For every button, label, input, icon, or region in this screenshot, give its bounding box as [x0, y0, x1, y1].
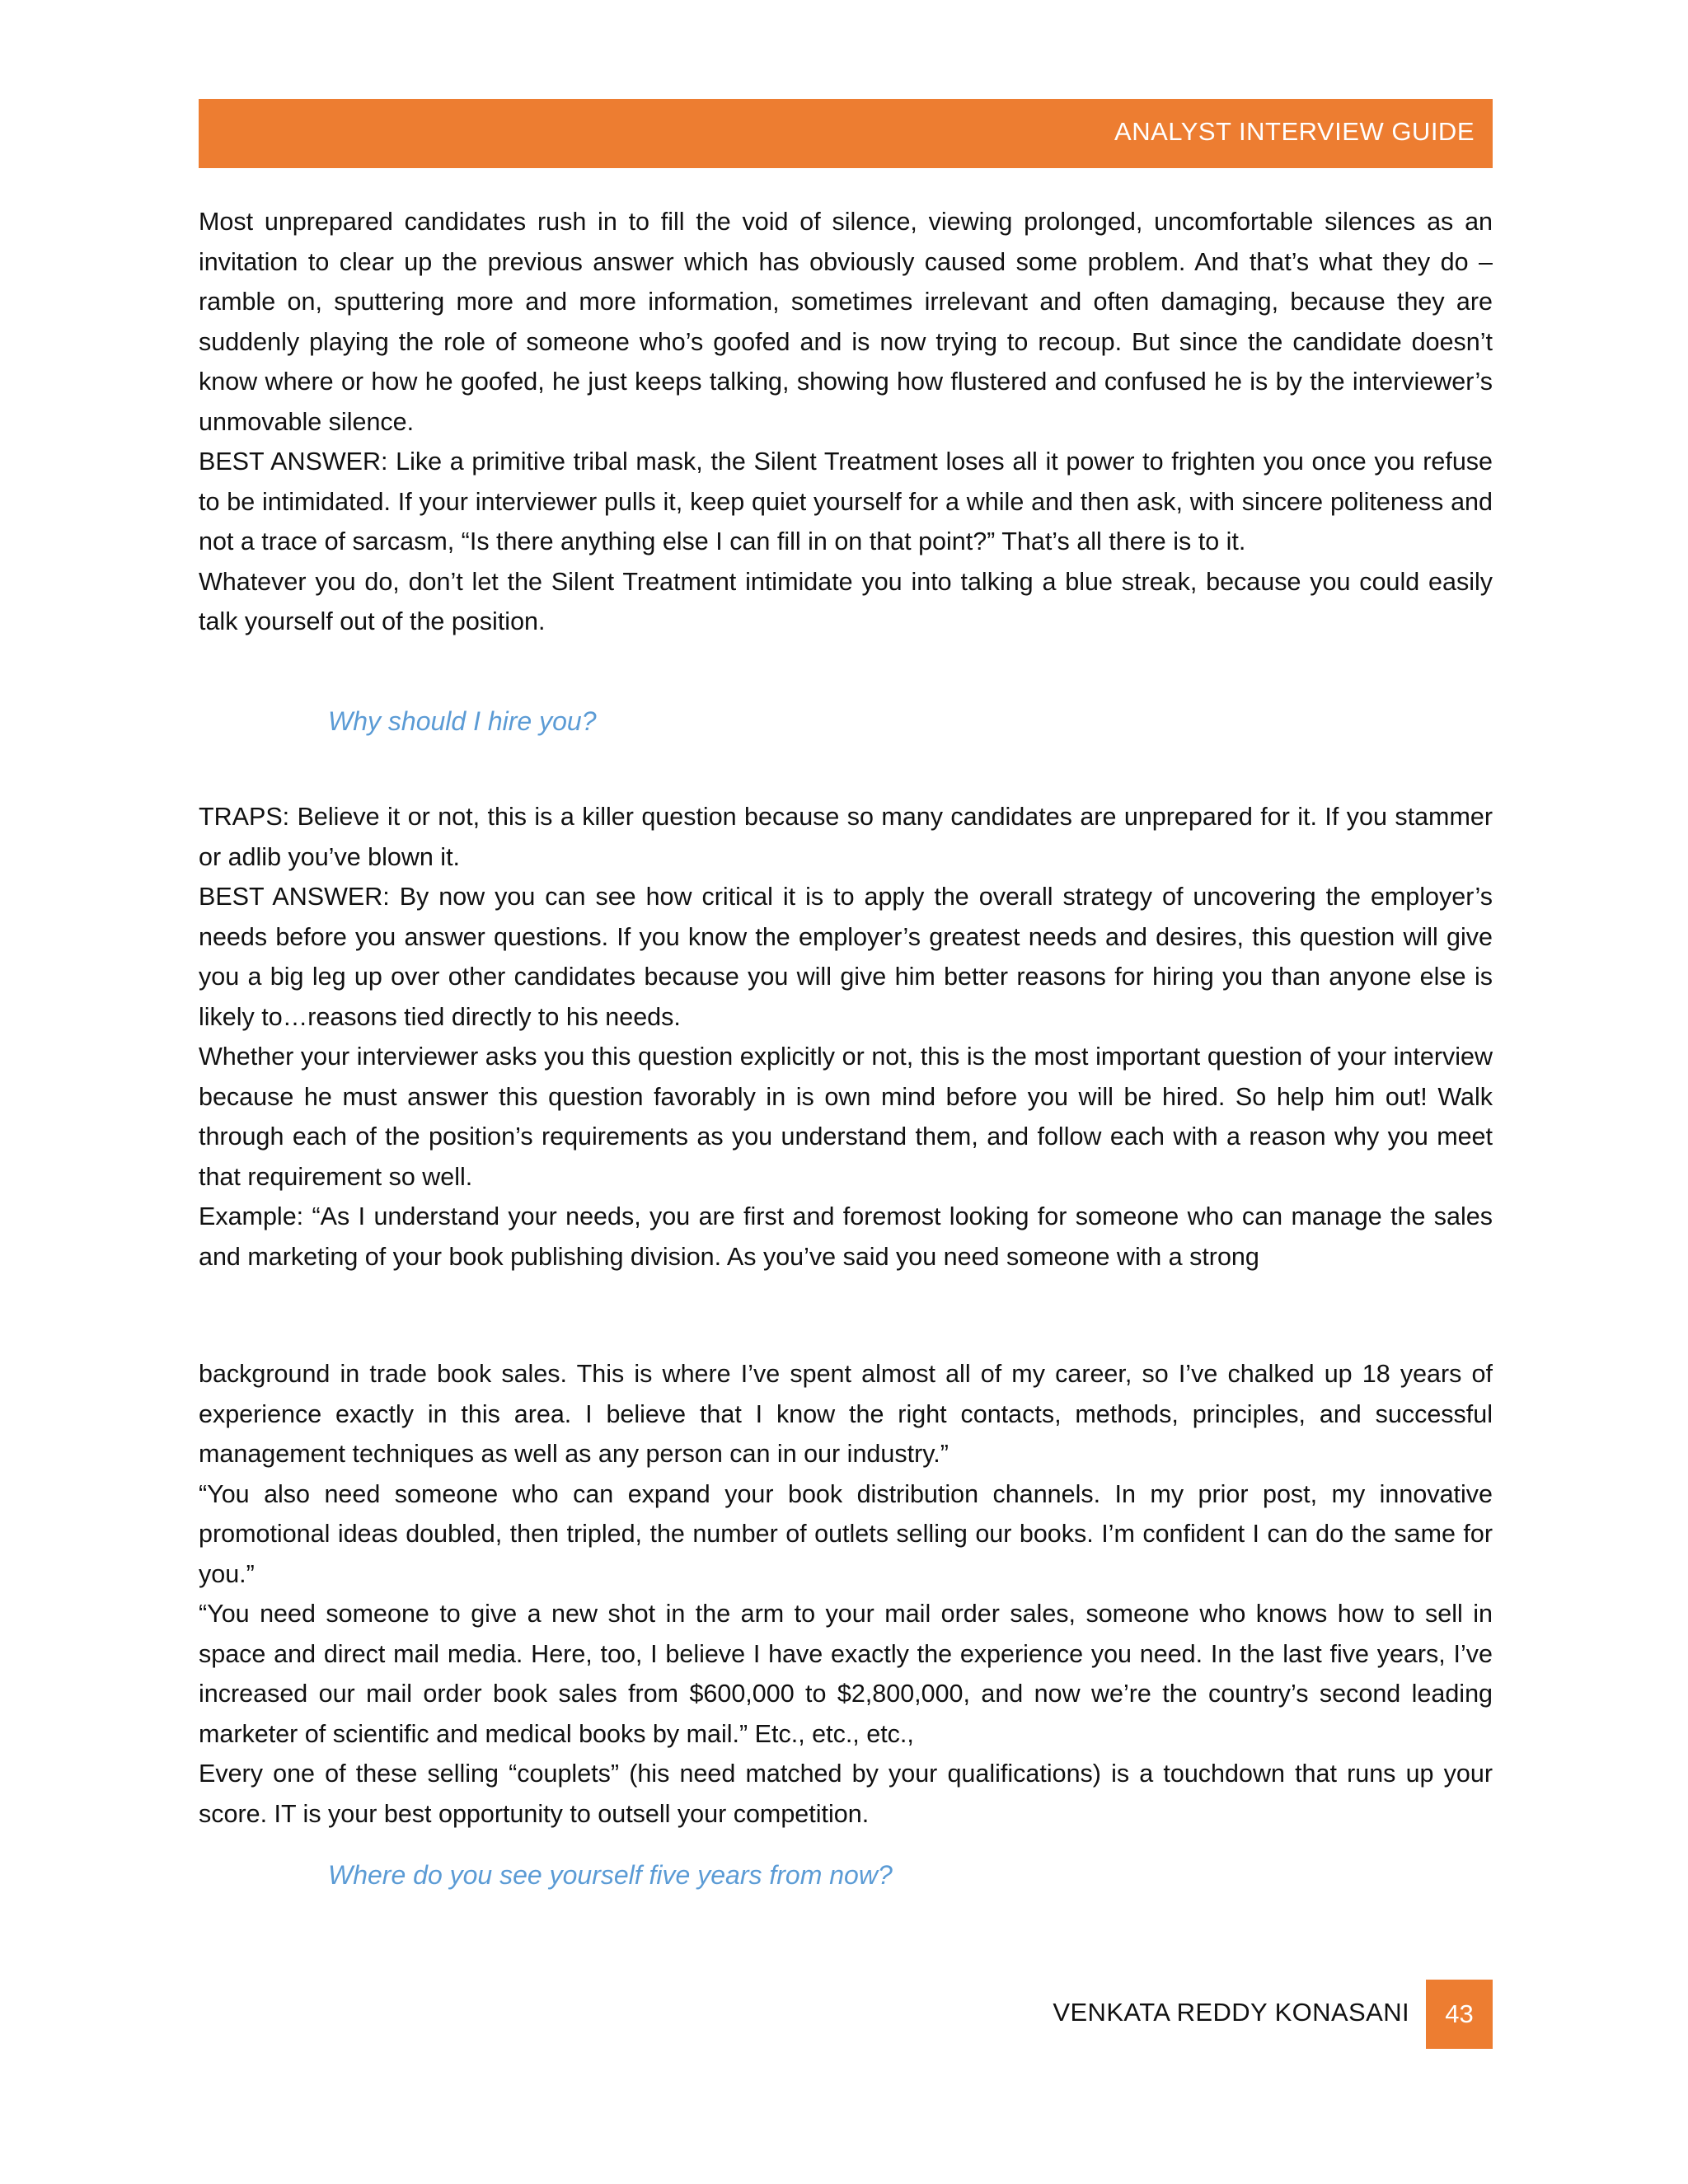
paragraph: BEST ANSWER: Like a primitive tribal mask, the Silent Treatment loses all it power to frighten you once you refuse to be intimidated. If your interviewer pulls it, keep quiet yourself for a while and then ask, with sincere politeness and not a trace of sarcasm, “Is there anything else I can fill in on that point?” That’s all there is to it. [199, 448, 1493, 555]
footer-author: VENKATA REDDY KONASANI [1053, 1998, 1409, 2027]
paragraph: Whether your interviewer asks you this question explicitly or not, this is the most important question of your interview because he must answer this question favorably in is own mind before you will be hired. So help him out! Walk through each of the position’s requirements as you understand them, and follow each with a reason why you meet that requirement so well. [199, 1043, 1493, 1191]
paragraph: TRAPS: Believe it or not, this is a killer question because so many candidates are unprepared for it. If you stammer or adlib you’ve blown it. [199, 803, 1493, 871]
text-block-silent-treatment [199, 202, 1493, 642]
question-heading-why-hire: Why should I hire you? [328, 706, 597, 736]
page-header [199, 99, 1493, 168]
page-number-badge [1426, 1980, 1493, 2049]
header-title: ANALYST INTERVIEW GUIDE [1114, 117, 1475, 146]
question-heading-five-years: Where do you see yourself five years from now? [328, 1860, 893, 1890]
text-block-why-hire [199, 797, 1493, 1277]
paragraph: background in trade book sales. This is where I’ve spent almost all of my career, so I’ve chalked up 18 years of experience exactly in this area. I believe that I know the right contacts, methods, principles, and successful management techniques as well as any person can in our industry.” [199, 1360, 1493, 1468]
paragraph: Most unprepared candidates rush in to fill the void of silence, viewing prolonged, uncomfortable silences as an invitation to clear up the previous answer which has obviously caused some problem. And that’s what they do – ramble on, sputtering more and more information, sometimes irrelevant and often damaging, because they are suddenly playing the role of someone who’s goofed and is now trying to recoup. But since the candidate doesn’t know where or how he goofed, he just keeps talking, showing how flustered and confused he is by the interviewer’s unmovable silence. [199, 208, 1493, 436]
paragraph: “You also need someone who can expand your book distribution channels. In my prior post, my innovative promotional ideas doubled, then tripled, the number of outlets selling our books. I’m confident I can do the same for you.” [199, 1479, 1493, 1588]
page-number: 43 [1445, 1999, 1474, 2028]
paragraph: BEST ANSWER: By now you can see how critical it is to apply the overall strategy of uncovering the employer’s needs before you answer questions. If you know the employer’s greatest needs and desires, this question will give you a big leg up over other candidates because you will give him better reasons for hiring you than anyone else is likely to…reasons tied directly to his needs. [199, 883, 1493, 1031]
paragraph: Example: “As I understand your needs, you are first and foremost looking for someone who can manage the sales and marketing of your book publishing division. As you’ve said you need someone with a strong [199, 1202, 1493, 1271]
paragraph: Every one of these selling “couplets” (his need matched by your qualifications) is a touchdown that runs up your score. IT is your best opportunity to outsell your competition. [199, 1760, 1493, 1828]
paragraph: “You need someone to give a new shot in the arm to your mail order sales, someone who knows how to sell in space and direct mail media. Here, too, I believe I have exactly the experience you need. In the last five years, I’ve increased our mail order book sales from $600,000 to $2,800,000, and now we’re the country’s second leading marketer of scientific and medical books by mail.” Etc., etc., etc., [199, 1600, 1493, 1748]
text-block-example-continued [199, 1354, 1493, 1834]
paragraph: Whatever you do, don’t let the Silent Treatment intimidate you into talking a blue streak, because you could easily talk yourself out of the position. [199, 567, 1493, 635]
